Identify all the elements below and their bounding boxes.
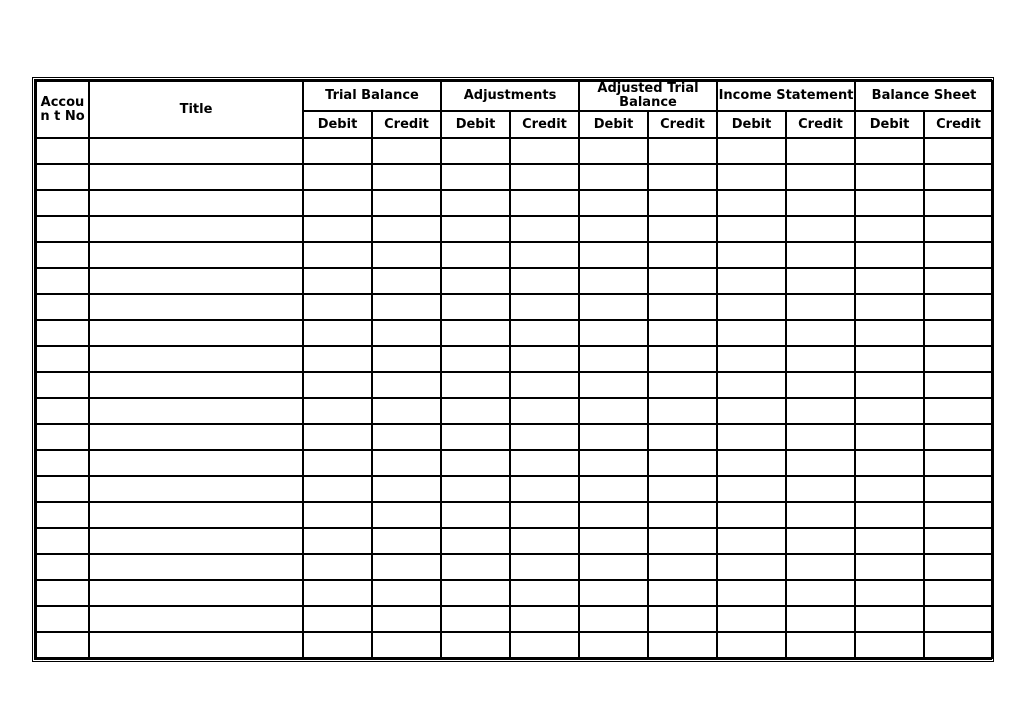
account-no-cell[interactable] <box>36 190 89 216</box>
balance-sheet-credit-cell[interactable] <box>924 632 993 658</box>
title-cell[interactable] <box>89 268 303 294</box>
ledger-row <box>36 372 993 398</box>
trial-balance-debit-cell[interactable] <box>303 320 372 346</box>
trial-balance-debit-cell[interactable] <box>303 372 372 398</box>
title-cell[interactable] <box>89 502 303 528</box>
adjustments-credit-header: Credit <box>510 111 579 138</box>
adjusted-trial-balance-credit-header: Credit <box>648 111 717 138</box>
adjusted-trial-balance-debit-cell[interactable] <box>579 554 648 580</box>
adjustments-debit-cell[interactable] <box>441 424 510 450</box>
income-statement-debit-cell[interactable] <box>717 216 786 242</box>
title-cell[interactable] <box>89 450 303 476</box>
ledger-row <box>36 476 993 502</box>
trial-balance-credit-cell[interactable] <box>372 242 441 268</box>
adjusted-trial-balance-credit-cell[interactable] <box>648 528 717 554</box>
adjustments-debit-cell[interactable] <box>441 242 510 268</box>
adjustments-credit-cell[interactable] <box>510 528 579 554</box>
trial-balance-credit-cell[interactable] <box>372 580 441 606</box>
adjustments-credit-cell[interactable] <box>510 242 579 268</box>
balance-sheet-header: Balance Sheet <box>855 81 993 111</box>
account-no-cell[interactable] <box>36 528 89 554</box>
trial-balance-debit-cell[interactable] <box>303 554 372 580</box>
income-statement-debit-cell[interactable] <box>717 424 786 450</box>
trial-balance-debit-cell[interactable] <box>303 502 372 528</box>
adjusted-trial-balance-credit-cell[interactable] <box>648 294 717 320</box>
ledger-row <box>36 138 993 164</box>
ledger-body <box>36 138 993 658</box>
adjusted-trial-balance-credit-cell[interactable] <box>648 242 717 268</box>
ledger-row <box>36 528 993 554</box>
adjusted-trial-balance-debit-cell[interactable] <box>579 424 648 450</box>
adjustments-credit-cell[interactable] <box>510 606 579 632</box>
adjusted-trial-balance-credit-cell[interactable] <box>648 372 717 398</box>
balance-sheet-credit-cell[interactable] <box>924 164 993 190</box>
header-row-groups <box>36 81 993 111</box>
ledger-row <box>36 294 993 320</box>
income-statement-debit-cell[interactable] <box>717 554 786 580</box>
income-statement-credit-header: Credit <box>786 111 855 138</box>
ledger-row <box>36 398 993 424</box>
account-no-cell[interactable] <box>36 450 89 476</box>
adjustments-debit-cell[interactable] <box>441 398 510 424</box>
adjustments-debit-cell[interactable] <box>441 450 510 476</box>
trial-balance-header: Trial Balance <box>303 81 441 111</box>
trial-balance-debit-cell[interactable] <box>303 346 372 372</box>
balance-sheet-credit-cell[interactable] <box>924 502 993 528</box>
adjusted-trial-balance-debit-cell[interactable] <box>579 164 648 190</box>
adjusted-trial-balance-debit-cell[interactable] <box>579 476 648 502</box>
trial-balance-debit-cell[interactable] <box>303 398 372 424</box>
adjustments-credit-cell[interactable] <box>510 268 579 294</box>
income-statement-debit-cell[interactable] <box>717 580 786 606</box>
trial-balance-credit-cell[interactable] <box>372 138 441 164</box>
account-no-cell[interactable] <box>36 476 89 502</box>
trial-balance-debit-header: Debit <box>303 111 372 138</box>
trial-balance-debit-cell[interactable] <box>303 138 372 164</box>
trial-balance-credit-header: Credit <box>372 111 441 138</box>
adjustments-debit-cell[interactable] <box>441 372 510 398</box>
trial-balance-credit-cell[interactable] <box>372 476 441 502</box>
balance-sheet-debit-cell[interactable] <box>855 138 924 164</box>
ledger-row <box>36 502 993 528</box>
income-statement-debit-cell[interactable] <box>717 164 786 190</box>
adjusted-trial-balance-credit-cell[interactable] <box>648 502 717 528</box>
trial-balance-debit-cell[interactable] <box>303 528 372 554</box>
adjustments-credit-cell[interactable] <box>510 346 579 372</box>
balance-sheet-credit-cell[interactable] <box>924 372 993 398</box>
trial-balance-credit-cell[interactable] <box>372 606 441 632</box>
income-statement-debit-cell[interactable] <box>717 632 786 658</box>
ledger-row <box>36 606 993 632</box>
adjustments-debit-header: Debit <box>441 111 510 138</box>
trial-balance-credit-cell[interactable] <box>372 450 441 476</box>
adjusted-trial-balance-credit-cell[interactable] <box>648 450 717 476</box>
balance-sheet-credit-cell[interactable] <box>924 606 993 632</box>
adjusted-trial-balance-credit-cell[interactable] <box>648 268 717 294</box>
balance-sheet-debit-cell[interactable] <box>855 632 924 658</box>
income-statement-debit-cell[interactable] <box>717 502 786 528</box>
balance-sheet-credit-cell[interactable] <box>924 424 993 450</box>
ledger-row <box>36 242 993 268</box>
worksheet-table <box>35 80 994 659</box>
adjustments-debit-cell[interactable] <box>441 554 510 580</box>
adjustments-debit-cell[interactable] <box>441 216 510 242</box>
balance-sheet-debit-cell[interactable] <box>855 320 924 346</box>
adjusted-trial-balance-debit-cell[interactable] <box>579 372 648 398</box>
income-statement-debit-cell[interactable] <box>717 606 786 632</box>
income-statement-credit-cell[interactable] <box>786 398 855 424</box>
balance-sheet-credit-cell[interactable] <box>924 450 993 476</box>
adjusted-trial-balance-debit-cell[interactable] <box>579 606 648 632</box>
trial-balance-credit-cell[interactable] <box>372 190 441 216</box>
adjusted-trial-balance-debit-cell[interactable] <box>579 268 648 294</box>
title-cell[interactable] <box>89 294 303 320</box>
income-statement-credit-cell[interactable] <box>786 580 855 606</box>
trial-balance-debit-cell[interactable] <box>303 424 372 450</box>
account-no-cell[interactable] <box>36 424 89 450</box>
balance-sheet-debit-cell[interactable] <box>855 164 924 190</box>
adjusted-trial-balance-debit-cell[interactable] <box>579 138 648 164</box>
title-cell[interactable] <box>89 372 303 398</box>
account-no-cell[interactable] <box>36 372 89 398</box>
trial-balance-debit-cell[interactable] <box>303 632 372 658</box>
income-statement-credit-cell[interactable] <box>786 502 855 528</box>
balance-sheet-debit-cell[interactable] <box>855 346 924 372</box>
ledger-row <box>36 190 993 216</box>
trial-balance-credit-cell[interactable] <box>372 346 441 372</box>
income-statement-credit-cell[interactable] <box>786 476 855 502</box>
trial-balance-debit-cell[interactable] <box>303 606 372 632</box>
account-no-cell[interactable] <box>36 398 89 424</box>
balance-sheet-debit-cell[interactable] <box>855 476 924 502</box>
adjusted-trial-balance-debit-cell[interactable] <box>579 242 648 268</box>
income-statement-debit-cell[interactable] <box>717 320 786 346</box>
account-no-cell[interactable] <box>36 242 89 268</box>
balance-sheet-credit-cell[interactable] <box>924 138 993 164</box>
adjusted-trial-balance-debit-cell[interactable] <box>579 580 648 606</box>
title-cell[interactable] <box>89 320 303 346</box>
account-no-cell[interactable] <box>36 554 89 580</box>
adjustments-header: Adjustments <box>441 81 579 111</box>
trial-balance-debit-cell[interactable] <box>303 190 372 216</box>
adjusted-trial-balance-credit-cell[interactable] <box>648 398 717 424</box>
income-statement-credit-cell[interactable] <box>786 242 855 268</box>
balance-sheet-credit-header: Credit <box>924 111 993 138</box>
adjusted-trial-balance-debit-cell[interactable] <box>579 346 648 372</box>
ledger-row <box>36 554 993 580</box>
trial-balance-credit-cell[interactable] <box>372 632 441 658</box>
account-no-cell[interactable] <box>36 606 89 632</box>
account-no-header: Accoun t No <box>36 81 89 138</box>
adjustments-credit-cell[interactable] <box>510 216 579 242</box>
income-statement-credit-cell[interactable] <box>786 346 855 372</box>
balance-sheet-debit-cell[interactable] <box>855 398 924 424</box>
adjustments-debit-cell[interactable] <box>441 632 510 658</box>
balance-sheet-debit-cell[interactable] <box>855 268 924 294</box>
income-statement-debit-cell[interactable] <box>717 294 786 320</box>
income-statement-debit-cell[interactable] <box>717 476 786 502</box>
trial-balance-debit-cell[interactable] <box>303 164 372 190</box>
income-statement-debit-cell[interactable] <box>717 242 786 268</box>
income-statement-credit-cell[interactable] <box>786 632 855 658</box>
income-statement-header: Income Statement <box>717 81 855 111</box>
title-cell[interactable] <box>89 632 303 658</box>
account-no-cell[interactable] <box>36 502 89 528</box>
adjustments-debit-cell[interactable] <box>441 346 510 372</box>
adjustments-debit-cell[interactable] <box>441 164 510 190</box>
income-statement-debit-cell[interactable] <box>717 372 786 398</box>
title-cell[interactable] <box>89 528 303 554</box>
adjusted-trial-balance-credit-cell[interactable] <box>648 476 717 502</box>
adjusted-trial-balance-debit-header: Debit <box>579 111 648 138</box>
balance-sheet-credit-cell[interactable] <box>924 528 993 554</box>
account-no-cell[interactable] <box>36 294 89 320</box>
adjustments-credit-cell[interactable] <box>510 502 579 528</box>
ledger-row <box>36 346 993 372</box>
income-statement-debit-cell[interactable] <box>717 190 786 216</box>
adjustments-credit-cell[interactable] <box>510 580 579 606</box>
balance-sheet-credit-cell[interactable] <box>924 294 993 320</box>
adjustments-credit-cell[interactable] <box>510 294 579 320</box>
income-statement-credit-cell[interactable] <box>786 138 855 164</box>
adjustments-debit-cell[interactable] <box>441 320 510 346</box>
balance-sheet-credit-cell[interactable] <box>924 346 993 372</box>
income-statement-credit-cell[interactable] <box>786 606 855 632</box>
adjustments-credit-cell[interactable] <box>510 476 579 502</box>
income-statement-credit-cell[interactable] <box>786 294 855 320</box>
income-statement-debit-cell[interactable] <box>717 138 786 164</box>
adjusted-trial-balance-credit-cell[interactable] <box>648 554 717 580</box>
balance-sheet-credit-cell[interactable] <box>924 242 993 268</box>
adjustments-debit-cell[interactable] <box>441 476 510 502</box>
trial-balance-debit-cell[interactable] <box>303 268 372 294</box>
title-cell[interactable] <box>89 606 303 632</box>
trial-balance-credit-cell[interactable] <box>372 554 441 580</box>
income-statement-credit-cell[interactable] <box>786 268 855 294</box>
ledger-row <box>36 268 993 294</box>
balance-sheet-credit-cell[interactable] <box>924 580 993 606</box>
income-statement-debit-cell[interactable] <box>717 268 786 294</box>
balance-sheet-credit-cell[interactable] <box>924 320 993 346</box>
balance-sheet-credit-cell[interactable] <box>924 268 993 294</box>
balance-sheet-debit-cell[interactable] <box>855 554 924 580</box>
adjustments-credit-cell[interactable] <box>510 554 579 580</box>
trial-balance-debit-cell[interactable] <box>303 450 372 476</box>
adjustments-credit-cell[interactable] <box>510 138 579 164</box>
income-statement-credit-cell[interactable] <box>786 216 855 242</box>
income-statement-credit-cell[interactable] <box>786 320 855 346</box>
ledger-row <box>36 424 993 450</box>
income-statement-debit-cell[interactable] <box>717 346 786 372</box>
ledger-row <box>36 216 993 242</box>
trial-balance-debit-cell[interactable] <box>303 294 372 320</box>
adjustments-debit-cell[interactable] <box>441 528 510 554</box>
income-statement-credit-cell[interactable] <box>786 450 855 476</box>
income-statement-credit-cell[interactable] <box>786 372 855 398</box>
balance-sheet-debit-cell[interactable] <box>855 528 924 554</box>
income-statement-debit-cell[interactable] <box>717 528 786 554</box>
trial-balance-credit-cell[interactable] <box>372 398 441 424</box>
title-cell[interactable] <box>89 242 303 268</box>
balance-sheet-credit-cell[interactable] <box>924 554 993 580</box>
worksheet-form <box>32 77 994 662</box>
adjusted-trial-balance-credit-cell[interactable] <box>648 424 717 450</box>
adjusted-trial-balance-debit-cell[interactable] <box>579 528 648 554</box>
balance-sheet-debit-cell[interactable] <box>855 450 924 476</box>
income-statement-credit-cell[interactable] <box>786 554 855 580</box>
adjusted-trial-balance-credit-cell[interactable] <box>648 632 717 658</box>
adjustments-credit-cell[interactable] <box>510 164 579 190</box>
balance-sheet-credit-cell[interactable] <box>924 216 993 242</box>
income-statement-debit-cell[interactable] <box>717 450 786 476</box>
title-cell[interactable] <box>89 398 303 424</box>
trial-balance-credit-cell[interactable] <box>372 424 441 450</box>
account-no-cell[interactable] <box>36 320 89 346</box>
balance-sheet-debit-cell[interactable] <box>855 580 924 606</box>
balance-sheet-debit-cell[interactable] <box>855 294 924 320</box>
adjusted-trial-balance-debit-cell[interactable] <box>579 294 648 320</box>
title-cell[interactable] <box>89 580 303 606</box>
adjusted-trial-balance-credit-cell[interactable] <box>648 606 717 632</box>
balance-sheet-credit-cell[interactable] <box>924 190 993 216</box>
trial-balance-credit-cell[interactable] <box>372 268 441 294</box>
adjustments-credit-cell[interactable] <box>510 190 579 216</box>
adjustments-credit-cell[interactable] <box>510 632 579 658</box>
account-no-cell[interactable] <box>36 632 89 658</box>
adjusted-trial-balance-credit-cell[interactable] <box>648 320 717 346</box>
income-statement-credit-cell[interactable] <box>786 190 855 216</box>
adjustments-debit-cell[interactable] <box>441 138 510 164</box>
trial-balance-debit-cell[interactable] <box>303 216 372 242</box>
trial-balance-credit-cell[interactable] <box>372 164 441 190</box>
trial-balance-debit-cell[interactable] <box>303 242 372 268</box>
title-cell[interactable] <box>89 164 303 190</box>
adjustments-credit-cell[interactable] <box>510 320 579 346</box>
trial-balance-credit-cell[interactable] <box>372 320 441 346</box>
adjusted-trial-balance-credit-cell[interactable] <box>648 346 717 372</box>
adjusted-trial-balance-credit-cell[interactable] <box>648 164 717 190</box>
adjustments-credit-cell[interactable] <box>510 450 579 476</box>
adjustments-debit-cell[interactable] <box>441 580 510 606</box>
title-header: Title <box>89 81 303 138</box>
trial-balance-credit-cell[interactable] <box>372 216 441 242</box>
adjusted-trial-balance-debit-cell[interactable] <box>579 398 648 424</box>
title-cell[interactable] <box>89 216 303 242</box>
adjustments-debit-cell[interactable] <box>441 294 510 320</box>
adjustments-credit-cell[interactable] <box>510 398 579 424</box>
adjustments-debit-cell[interactable] <box>441 606 510 632</box>
ledger-row <box>36 450 993 476</box>
adjusted-trial-balance-credit-cell[interactable] <box>648 580 717 606</box>
income-statement-debit-cell[interactable] <box>717 398 786 424</box>
adjusted-trial-balance-credit-cell[interactable] <box>648 190 717 216</box>
balance-sheet-debit-cell[interactable] <box>855 190 924 216</box>
title-cell[interactable] <box>89 190 303 216</box>
trial-balance-credit-cell[interactable] <box>372 372 441 398</box>
account-no-cell[interactable] <box>36 138 89 164</box>
title-cell[interactable] <box>89 346 303 372</box>
account-no-cell[interactable] <box>36 268 89 294</box>
ledger-row <box>36 580 993 606</box>
account-no-cell[interactable] <box>36 580 89 606</box>
title-cell[interactable] <box>89 424 303 450</box>
adjusted-trial-balance-debit-cell[interactable] <box>579 502 648 528</box>
income-statement-credit-cell[interactable] <box>786 528 855 554</box>
trial-balance-credit-cell[interactable] <box>372 502 441 528</box>
income-statement-debit-header: Debit <box>717 111 786 138</box>
title-cell[interactable] <box>89 476 303 502</box>
adjustments-credit-cell[interactable] <box>510 424 579 450</box>
trial-balance-debit-cell[interactable] <box>303 476 372 502</box>
adjusted-trial-balance-header: Adjusted Trial Balance <box>579 81 717 111</box>
trial-balance-credit-cell[interactable] <box>372 528 441 554</box>
trial-balance-credit-cell[interactable] <box>372 294 441 320</box>
ledger-row <box>36 320 993 346</box>
adjusted-trial-balance-credit-cell[interactable] <box>648 216 717 242</box>
adjusted-trial-balance-credit-cell[interactable] <box>648 138 717 164</box>
account-no-cell[interactable] <box>36 164 89 190</box>
balance-sheet-credit-cell[interactable] <box>924 398 993 424</box>
balance-sheet-debit-cell[interactable] <box>855 606 924 632</box>
adjusted-trial-balance-debit-cell[interactable] <box>579 450 648 476</box>
adjustments-debit-cell[interactable] <box>441 502 510 528</box>
balance-sheet-debit-cell[interactable] <box>855 502 924 528</box>
balance-sheet-debit-cell[interactable] <box>855 242 924 268</box>
balance-sheet-credit-cell[interactable] <box>924 476 993 502</box>
account-no-cell[interactable] <box>36 346 89 372</box>
adjusted-trial-balance-debit-cell[interactable] <box>579 632 648 658</box>
adjusted-trial-balance-debit-cell[interactable] <box>579 320 648 346</box>
adjusted-trial-balance-debit-cell[interactable] <box>579 190 648 216</box>
adjusted-trial-balance-debit-cell[interactable] <box>579 216 648 242</box>
income-statement-credit-cell[interactable] <box>786 424 855 450</box>
adjustments-credit-cell[interactable] <box>510 372 579 398</box>
adjustments-debit-cell[interactable] <box>441 190 510 216</box>
title-cell[interactable] <box>89 138 303 164</box>
ledger-row <box>36 164 993 190</box>
balance-sheet-debit-cell[interactable] <box>855 372 924 398</box>
balance-sheet-debit-cell[interactable] <box>855 424 924 450</box>
income-statement-credit-cell[interactable] <box>786 164 855 190</box>
ledger-row <box>36 632 993 658</box>
trial-balance-debit-cell[interactable] <box>303 580 372 606</box>
balance-sheet-debit-header: Debit <box>855 111 924 138</box>
adjustments-debit-cell[interactable] <box>441 268 510 294</box>
title-cell[interactable] <box>89 554 303 580</box>
balance-sheet-debit-cell[interactable] <box>855 216 924 242</box>
account-no-cell[interactable] <box>36 216 89 242</box>
